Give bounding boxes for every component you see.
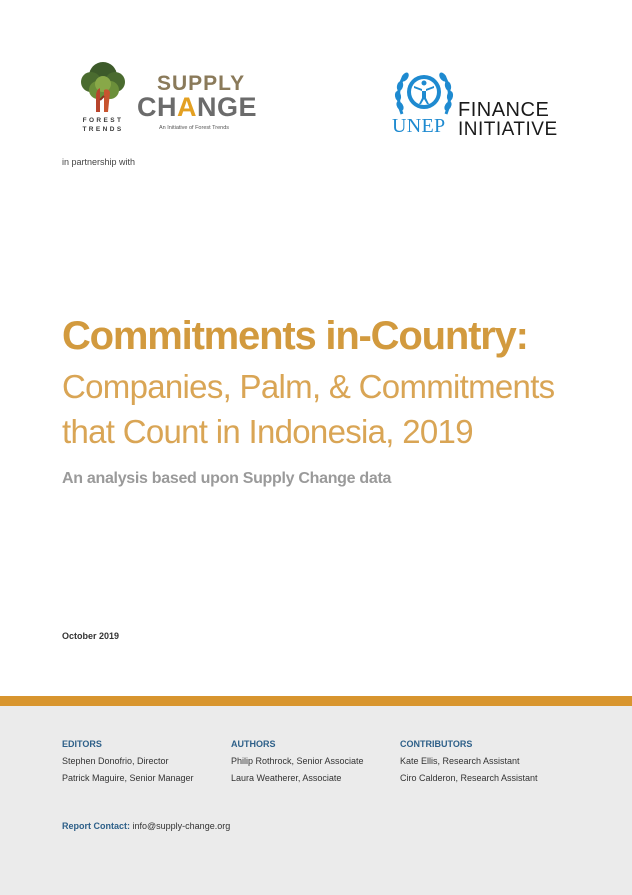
report-subtitle-line2: that Count in Indonesia, 2019 — [62, 413, 473, 450]
editor-name: Patrick Maguire, Senior Manager — [62, 773, 194, 783]
authors-column — [231, 736, 364, 787]
author-name: Philip Rothrock, Senior Associate — [231, 756, 364, 766]
editors-column — [62, 736, 194, 787]
contact-email-link[interactable]: info@supply-change.org — [132, 821, 231, 831]
supply-change-line2-prefix: CH — [137, 92, 177, 122]
report-subtitle-line1: Companies, Palm, & Commitments — [62, 368, 555, 405]
report-date: October 2019 — [62, 631, 120, 641]
contact-label: Report Contact: — [62, 821, 130, 831]
forest-trends-line1: FOREST — [82, 117, 124, 124]
supply-change-tagline: An Initiative of Forest Trends — [159, 125, 230, 131]
author-name: Laura Weatherer, Associate — [231, 773, 342, 783]
report-title: Commitments in-Country: — [62, 314, 528, 358]
contributors-heading: CONTRIBUTORS — [400, 739, 473, 749]
supply-change-triangle-a: A — [177, 92, 197, 122]
contributor-name: Kate Ellis, Research Assistant — [400, 756, 520, 766]
finance-wordmark: FINANCE — [458, 99, 550, 121]
authors-heading: AUTHORS — [231, 739, 276, 749]
analysis-tagline: An analysis based upon Supply Change data — [62, 470, 392, 487]
report-contact — [62, 821, 230, 831]
forest-trends-line2: TRENDS — [82, 126, 124, 133]
partnership-text: in partnership with — [62, 157, 136, 167]
credits-footer — [0, 706, 632, 895]
accent-bar — [0, 696, 632, 706]
tree-icon — [74, 60, 132, 116]
supply-change-line2 — [137, 94, 257, 121]
editor-name: Stephen Donofrio, Director — [62, 756, 169, 766]
editors-heading: EDITORS — [62, 739, 102, 749]
contributor-name: Ciro Calderon, Research Assistant — [400, 773, 538, 783]
unep-emblem-icon — [392, 64, 456, 122]
initiative-wordmark: INITIATIVE — [458, 119, 558, 140]
supply-change-line2-suffix: NGE — [197, 92, 258, 122]
contributors-column — [400, 736, 538, 787]
forest-trends-logo — [74, 60, 134, 136]
supply-change-line1: SUPPLY — [157, 72, 246, 95]
supply-change-logo — [137, 72, 257, 138]
unep-wordmark: UNEP — [392, 115, 446, 137]
